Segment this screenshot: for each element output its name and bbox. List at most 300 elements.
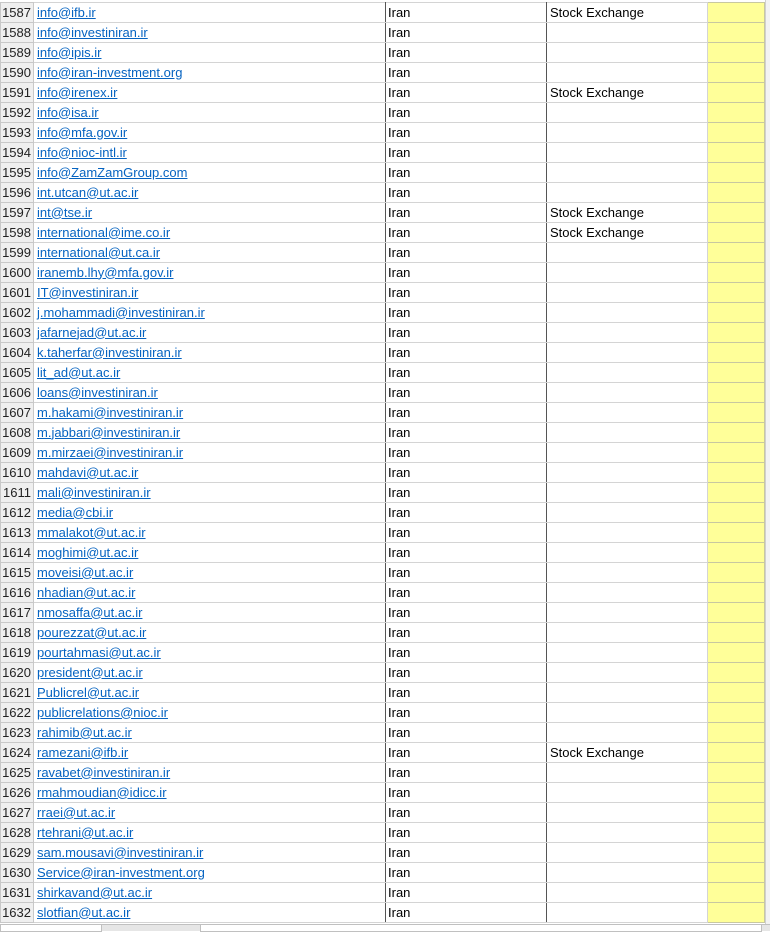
- email-link[interactable]: moveisi@ut.ac.ir: [37, 564, 134, 580]
- type-cell[interactable]: [547, 843, 708, 863]
- email-cell[interactable]: [34, 163, 386, 183]
- country-cell[interactable]: [386, 863, 547, 883]
- type-cell[interactable]: [547, 323, 708, 343]
- highlighted-cell[interactable]: [708, 263, 765, 283]
- country-cell[interactable]: [386, 423, 547, 443]
- email-cell[interactable]: [34, 583, 386, 603]
- country-value: Iran: [388, 104, 411, 120]
- type-cell[interactable]: [547, 383, 708, 403]
- highlighted-cell[interactable]: [708, 43, 765, 63]
- type-cell[interactable]: [547, 263, 708, 283]
- country-cell[interactable]: [386, 703, 547, 723]
- row-number: 1626: [2, 784, 31, 800]
- type-cell[interactable]: [547, 703, 708, 723]
- row-header[interactable]: [1, 223, 34, 243]
- type-cell[interactable]: [547, 883, 708, 903]
- email-link[interactable]: info@investiniran.ir: [37, 24, 148, 40]
- row-header[interactable]: [1, 163, 34, 183]
- email-link[interactable]: pourtahmasi@ut.ac.ir: [37, 644, 161, 660]
- highlighted-cell[interactable]: [708, 143, 765, 163]
- email-cell[interactable]: [34, 3, 386, 23]
- country-cell[interactable]: [386, 363, 547, 383]
- email-link[interactable]: rahimib@ut.ac.ir: [37, 724, 132, 740]
- row-header[interactable]: [1, 503, 34, 523]
- country-cell[interactable]: [386, 243, 547, 263]
- email-link[interactable]: int@tse.ir: [37, 204, 93, 220]
- highlighted-cell[interactable]: [708, 443, 765, 463]
- email-link[interactable]: rmahmoudian@idicc.ir: [37, 784, 167, 800]
- email-cell[interactable]: [34, 803, 386, 823]
- country-cell[interactable]: [386, 343, 547, 363]
- row-header[interactable]: [1, 843, 34, 863]
- country-cell[interactable]: [386, 43, 547, 63]
- row-header[interactable]: [1, 583, 34, 603]
- highlighted-cell[interactable]: [708, 503, 765, 523]
- email-link[interactable]: moghimi@ut.ac.ir: [37, 544, 139, 560]
- row-header[interactable]: [1, 43, 34, 63]
- row-header[interactable]: [1, 443, 34, 463]
- country-cell[interactable]: [386, 883, 547, 903]
- country-cell[interactable]: [386, 83, 547, 103]
- country-cell[interactable]: [386, 143, 547, 163]
- email-link[interactable]: info@iran-investment.org: [37, 64, 183, 80]
- email-link[interactable]: rraei@ut.ac.ir: [37, 804, 116, 820]
- highlighted-cell[interactable]: [708, 363, 765, 383]
- email-cell[interactable]: [34, 823, 386, 843]
- email-cell[interactable]: [34, 503, 386, 523]
- row-header[interactable]: [1, 603, 34, 623]
- country-cell[interactable]: [386, 483, 547, 503]
- country-cell[interactable]: [386, 283, 547, 303]
- type-cell[interactable]: [547, 283, 708, 303]
- email-link[interactable]: m.jabbari@investiniran.ir: [37, 424, 181, 440]
- row-header[interactable]: [1, 203, 34, 223]
- table-row: [1, 503, 767, 523]
- row-header[interactable]: [1, 83, 34, 103]
- row-header[interactable]: [1, 563, 34, 583]
- highlighted-cell[interactable]: [708, 863, 765, 883]
- country-cell[interactable]: [386, 463, 547, 483]
- sheet-tab[interactable]: [0, 925, 102, 932]
- type-cell[interactable]: [547, 643, 708, 663]
- highlighted-cell[interactable]: [708, 283, 765, 303]
- country-cell[interactable]: [386, 663, 547, 683]
- email-cell[interactable]: [34, 603, 386, 623]
- country-cell[interactable]: [386, 603, 547, 623]
- highlighted-cell[interactable]: [708, 643, 765, 663]
- country-cell[interactable]: [386, 503, 547, 523]
- row-header[interactable]: [1, 183, 34, 203]
- email-link[interactable]: shirkavand@ut.ac.ir: [37, 884, 153, 900]
- email-cell[interactable]: [34, 183, 386, 203]
- type-cell[interactable]: [547, 903, 708, 923]
- type-cell[interactable]: [547, 403, 708, 423]
- row-header[interactable]: [1, 803, 34, 823]
- country-cell[interactable]: [386, 263, 547, 283]
- country-value: Iran: [388, 884, 411, 900]
- row-number: 1592: [2, 104, 31, 120]
- email-cell[interactable]: [34, 463, 386, 483]
- type-cell[interactable]: [547, 683, 708, 703]
- email-cell[interactable]: [34, 883, 386, 903]
- country-cell[interactable]: [386, 783, 547, 803]
- type-cell[interactable]: [547, 183, 708, 203]
- table-row: [1, 263, 767, 283]
- email-link[interactable]: info@ifb.ir: [37, 4, 96, 20]
- email-cell[interactable]: [34, 843, 386, 863]
- email-cell[interactable]: [34, 683, 386, 703]
- email-cell[interactable]: [34, 903, 386, 923]
- email-link[interactable]: ramezani@ifb.ir: [37, 744, 129, 760]
- row-header[interactable]: [1, 623, 34, 643]
- country-cell[interactable]: [386, 123, 547, 143]
- row-header[interactable]: [1, 423, 34, 443]
- country-cell[interactable]: [386, 203, 547, 223]
- email-cell[interactable]: [34, 483, 386, 503]
- type-cell[interactable]: [547, 563, 708, 583]
- type-cell[interactable]: [547, 103, 708, 123]
- row-header[interactable]: [1, 383, 34, 403]
- type-cell[interactable]: [547, 123, 708, 143]
- country-cell[interactable]: [386, 683, 547, 703]
- email-cell[interactable]: [34, 783, 386, 803]
- type-cell[interactable]: [547, 583, 708, 603]
- type-cell[interactable]: [547, 363, 708, 383]
- type-cell[interactable]: [547, 43, 708, 63]
- type-cell[interactable]: [547, 443, 708, 463]
- row-number: 1630: [2, 864, 31, 880]
- row-header[interactable]: [1, 783, 34, 803]
- type-cell[interactable]: [547, 863, 708, 883]
- email-link[interactable]: info@mfa.gov.ir: [37, 124, 128, 140]
- type-cell[interactable]: [547, 223, 708, 243]
- highlighted-cell[interactable]: [708, 703, 765, 723]
- highlighted-cell[interactable]: [708, 23, 765, 43]
- type-cell[interactable]: [547, 523, 708, 543]
- highlighted-cell[interactable]: [708, 723, 765, 743]
- row-header[interactable]: [1, 703, 34, 723]
- highlighted-cell[interactable]: [708, 603, 765, 623]
- highlighted-cell[interactable]: [708, 403, 765, 423]
- row-header[interactable]: [1, 723, 34, 743]
- row-header[interactable]: [1, 363, 34, 383]
- country-cell[interactable]: [386, 823, 547, 843]
- row-header[interactable]: [1, 643, 34, 663]
- highlighted-cell[interactable]: [708, 203, 765, 223]
- highlighted-cell[interactable]: [708, 683, 765, 703]
- email-cell[interactable]: [34, 383, 386, 403]
- highlighted-cell[interactable]: [708, 803, 765, 823]
- type-cell[interactable]: [547, 503, 708, 523]
- country-cell[interactable]: [386, 843, 547, 863]
- highlighted-cell[interactable]: [708, 303, 765, 323]
- email-link[interactable]: nmosaffa@ut.ac.ir: [37, 604, 143, 620]
- highlighted-cell[interactable]: [708, 883, 765, 903]
- country-cell[interactable]: [386, 383, 547, 403]
- highlighted-cell[interactable]: [708, 3, 765, 23]
- table-row: [1, 523, 767, 543]
- email-cell[interactable]: [34, 623, 386, 643]
- highlighted-cell[interactable]: [708, 83, 765, 103]
- email-link[interactable]: info@isa.ir: [37, 104, 99, 120]
- highlighted-cell[interactable]: [708, 123, 765, 143]
- email-link[interactable]: international@ime.co.ir: [37, 224, 171, 240]
- highlighted-cell[interactable]: [708, 783, 765, 803]
- row-header[interactable]: [1, 683, 34, 703]
- row-header[interactable]: [1, 23, 34, 43]
- table-row: [1, 183, 767, 203]
- country-cell[interactable]: [386, 723, 547, 743]
- highlighted-cell[interactable]: [708, 543, 765, 563]
- email-link[interactable]: jafarnejad@ut.ac.ir: [37, 324, 147, 340]
- email-cell[interactable]: [34, 303, 386, 323]
- country-cell[interactable]: [386, 563, 547, 583]
- highlighted-cell[interactable]: [708, 463, 765, 483]
- email-link[interactable]: mahdavi@ut.ac.ir: [37, 464, 139, 480]
- email-link[interactable]: info@irenex.ir: [37, 84, 118, 100]
- type-cell[interactable]: [547, 823, 708, 843]
- type-value: Stock Exchange: [550, 4, 644, 20]
- row-header[interactable]: [1, 483, 34, 503]
- row-header[interactable]: [1, 243, 34, 263]
- row-header[interactable]: [1, 303, 34, 323]
- email-cell[interactable]: [34, 203, 386, 223]
- email-cell[interactable]: [34, 323, 386, 343]
- email-link[interactable]: slotfian@ut.ac.ir: [37, 904, 131, 920]
- type-cell[interactable]: [547, 723, 708, 743]
- country-cell[interactable]: [386, 23, 547, 43]
- row-header[interactable]: [1, 903, 34, 923]
- row-header[interactable]: [1, 123, 34, 143]
- type-cell[interactable]: [547, 783, 708, 803]
- email-cell[interactable]: [34, 243, 386, 263]
- table-row: [1, 303, 767, 323]
- email-link[interactable]: loans@investiniran.ir: [37, 384, 158, 400]
- type-cell[interactable]: [547, 803, 708, 823]
- type-cell[interactable]: [547, 743, 708, 763]
- type-cell[interactable]: [547, 243, 708, 263]
- email-link[interactable]: media@cbi.ir: [37, 504, 114, 520]
- row-header[interactable]: [1, 143, 34, 163]
- row-header[interactable]: [1, 263, 34, 283]
- row-header[interactable]: [1, 883, 34, 903]
- email-link[interactable]: nhadian@ut.ac.ir: [37, 584, 136, 600]
- email-cell[interactable]: [34, 63, 386, 83]
- row-header[interactable]: [1, 403, 34, 423]
- email-cell[interactable]: [34, 523, 386, 543]
- country-cell[interactable]: [386, 903, 547, 923]
- type-cell[interactable]: [547, 603, 708, 623]
- type-cell[interactable]: [547, 163, 708, 183]
- email-cell[interactable]: [34, 403, 386, 423]
- highlighted-cell[interactable]: [708, 583, 765, 603]
- type-cell[interactable]: [547, 483, 708, 503]
- highlighted-cell[interactable]: [708, 483, 765, 503]
- email-link[interactable]: int.utcan@ut.ac.ir: [37, 184, 139, 200]
- email-link[interactable]: international@ut.ca.ir: [37, 244, 161, 260]
- email-cell[interactable]: [34, 443, 386, 463]
- country-cell[interactable]: [386, 323, 547, 343]
- type-cell[interactable]: [547, 543, 708, 563]
- country-cell[interactable]: [386, 103, 547, 123]
- email-cell[interactable]: [34, 363, 386, 383]
- email-cell[interactable]: [34, 23, 386, 43]
- email-link[interactable]: info@nioc-intl.ir: [37, 144, 127, 160]
- email-link[interactable]: m.hakami@investiniran.ir: [37, 404, 184, 420]
- email-cell[interactable]: [34, 743, 386, 763]
- row-number: 1609: [2, 444, 31, 460]
- email-cell[interactable]: [34, 543, 386, 563]
- row-number: 1614: [2, 544, 31, 560]
- email-link[interactable]: m.mirzaei@investiniran.ir: [37, 444, 184, 460]
- vertical-scrollbar[interactable]: [765, 0, 770, 930]
- type-cell[interactable]: [547, 63, 708, 83]
- type-cell[interactable]: [547, 763, 708, 783]
- highlighted-cell[interactable]: [708, 323, 765, 343]
- country-value: Iran: [388, 524, 411, 540]
- country-cell[interactable]: [386, 303, 547, 323]
- highlighted-cell[interactable]: [708, 63, 765, 83]
- email-link[interactable]: Service@iran-investment.org: [37, 864, 205, 880]
- email-cell[interactable]: [34, 563, 386, 583]
- highlighted-cell[interactable]: [708, 843, 765, 863]
- highlighted-cell[interactable]: [708, 183, 765, 203]
- email-cell[interactable]: [34, 863, 386, 883]
- email-link[interactable]: president@ut.ac.ir: [37, 664, 143, 680]
- country-value: Iran: [388, 424, 411, 440]
- type-cell[interactable]: [547, 23, 708, 43]
- highlighted-cell[interactable]: [708, 763, 765, 783]
- email-cell[interactable]: [34, 123, 386, 143]
- row-header[interactable]: [1, 823, 34, 843]
- email-link[interactable]: iranemb.lhy@mfa.gov.ir: [37, 264, 174, 280]
- email-cell[interactable]: [34, 643, 386, 663]
- type-cell[interactable]: [547, 83, 708, 103]
- country-cell[interactable]: [386, 183, 547, 203]
- highlighted-cell[interactable]: [708, 663, 765, 683]
- row-header[interactable]: [1, 283, 34, 303]
- country-cell[interactable]: [386, 403, 547, 423]
- email-cell[interactable]: [34, 283, 386, 303]
- highlighted-cell[interactable]: [708, 383, 765, 403]
- highlighted-cell[interactable]: [708, 103, 765, 123]
- email-link[interactable]: ravabet@investiniran.ir: [37, 764, 171, 780]
- country-cell[interactable]: [386, 583, 547, 603]
- row-header[interactable]: [1, 863, 34, 883]
- row-header[interactable]: [1, 3, 34, 23]
- table-row: [1, 863, 767, 883]
- email-link[interactable]: k.taherfar@investiniran.ir: [37, 344, 182, 360]
- email-link[interactable]: IT@investiniran.ir: [37, 284, 139, 300]
- row-header[interactable]: [1, 343, 34, 363]
- highlighted-cell[interactable]: [708, 243, 765, 263]
- row-header[interactable]: [1, 743, 34, 763]
- highlighted-cell[interactable]: [708, 563, 765, 583]
- email-link[interactable]: info@ZamZamGroup.com: [37, 164, 188, 180]
- table-row: [1, 743, 767, 763]
- type-cell[interactable]: [547, 143, 708, 163]
- row-header[interactable]: [1, 103, 34, 123]
- highlighted-cell[interactable]: [708, 823, 765, 843]
- row-header[interactable]: [1, 543, 34, 563]
- highlighted-cell[interactable]: [708, 223, 765, 243]
- email-cell[interactable]: [34, 723, 386, 743]
- type-cell[interactable]: [547, 663, 708, 683]
- country-cell[interactable]: [386, 3, 547, 23]
- country-cell[interactable]: [386, 743, 547, 763]
- email-cell[interactable]: [34, 263, 386, 283]
- type-cell[interactable]: [547, 463, 708, 483]
- horizontal-scrollbar[interactable]: [200, 925, 762, 932]
- country-cell[interactable]: [386, 443, 547, 463]
- row-header[interactable]: [1, 523, 34, 543]
- email-link[interactable]: j.mohammadi@investiniran.ir: [37, 304, 205, 320]
- country-cell[interactable]: [386, 803, 547, 823]
- email-cell[interactable]: [34, 763, 386, 783]
- highlighted-cell[interactable]: [708, 903, 765, 923]
- country-cell[interactable]: [386, 623, 547, 643]
- row-header[interactable]: [1, 763, 34, 783]
- highlighted-cell[interactable]: [708, 423, 765, 443]
- type-cell[interactable]: [547, 203, 708, 223]
- email-link[interactable]: mali@investiniran.ir: [37, 484, 151, 500]
- email-cell[interactable]: [34, 43, 386, 63]
- type-cell[interactable]: [547, 423, 708, 443]
- type-cell[interactable]: [547, 3, 708, 23]
- highlighted-cell[interactable]: [708, 523, 765, 543]
- email-cell[interactable]: [34, 83, 386, 103]
- country-cell[interactable]: [386, 163, 547, 183]
- type-cell[interactable]: [547, 623, 708, 643]
- email-link[interactable]: lit_ad@ut.ac.ir: [37, 364, 121, 380]
- row-header[interactable]: [1, 663, 34, 683]
- spreadsheet-grid: [0, 2, 767, 923]
- email-link[interactable]: sam.mousavi@investiniran.ir: [37, 844, 204, 860]
- type-cell[interactable]: [547, 303, 708, 323]
- email-link[interactable]: pourezzat@ut.ac.ir: [37, 624, 147, 640]
- highlighted-cell[interactable]: [708, 343, 765, 363]
- email-cell[interactable]: [34, 663, 386, 683]
- country-cell[interactable]: [386, 643, 547, 663]
- email-cell[interactable]: [34, 103, 386, 123]
- email-link[interactable]: rtehrani@ut.ac.ir: [37, 824, 134, 840]
- email-cell[interactable]: [34, 703, 386, 723]
- row-number: 1621: [2, 684, 31, 700]
- email-link[interactable]: mmalakot@ut.ac.ir: [37, 524, 146, 540]
- country-cell[interactable]: [386, 523, 547, 543]
- email-cell[interactable]: [34, 343, 386, 363]
- email-cell[interactable]: [34, 223, 386, 243]
- country-cell[interactable]: [386, 63, 547, 83]
- email-cell[interactable]: [34, 423, 386, 443]
- country-cell[interactable]: [386, 763, 547, 783]
- table-row: [1, 623, 767, 643]
- email-link[interactable]: publicrelations@nioc.ir: [37, 704, 168, 720]
- highlighted-cell[interactable]: [708, 623, 765, 643]
- email-link[interactable]: Publicrel@ut.ac.ir: [37, 684, 140, 700]
- email-link[interactable]: info@ipis.ir: [37, 44, 102, 60]
- country-cell[interactable]: [386, 543, 547, 563]
- table-row: [1, 323, 767, 343]
- row-header[interactable]: [1, 463, 34, 483]
- email-cell[interactable]: [34, 143, 386, 163]
- row-header[interactable]: [1, 63, 34, 83]
- type-cell[interactable]: [547, 343, 708, 363]
- row-header[interactable]: [1, 323, 34, 343]
- highlighted-cell[interactable]: [708, 163, 765, 183]
- country-cell[interactable]: [386, 223, 547, 243]
- highlighted-cell[interactable]: [708, 743, 765, 763]
